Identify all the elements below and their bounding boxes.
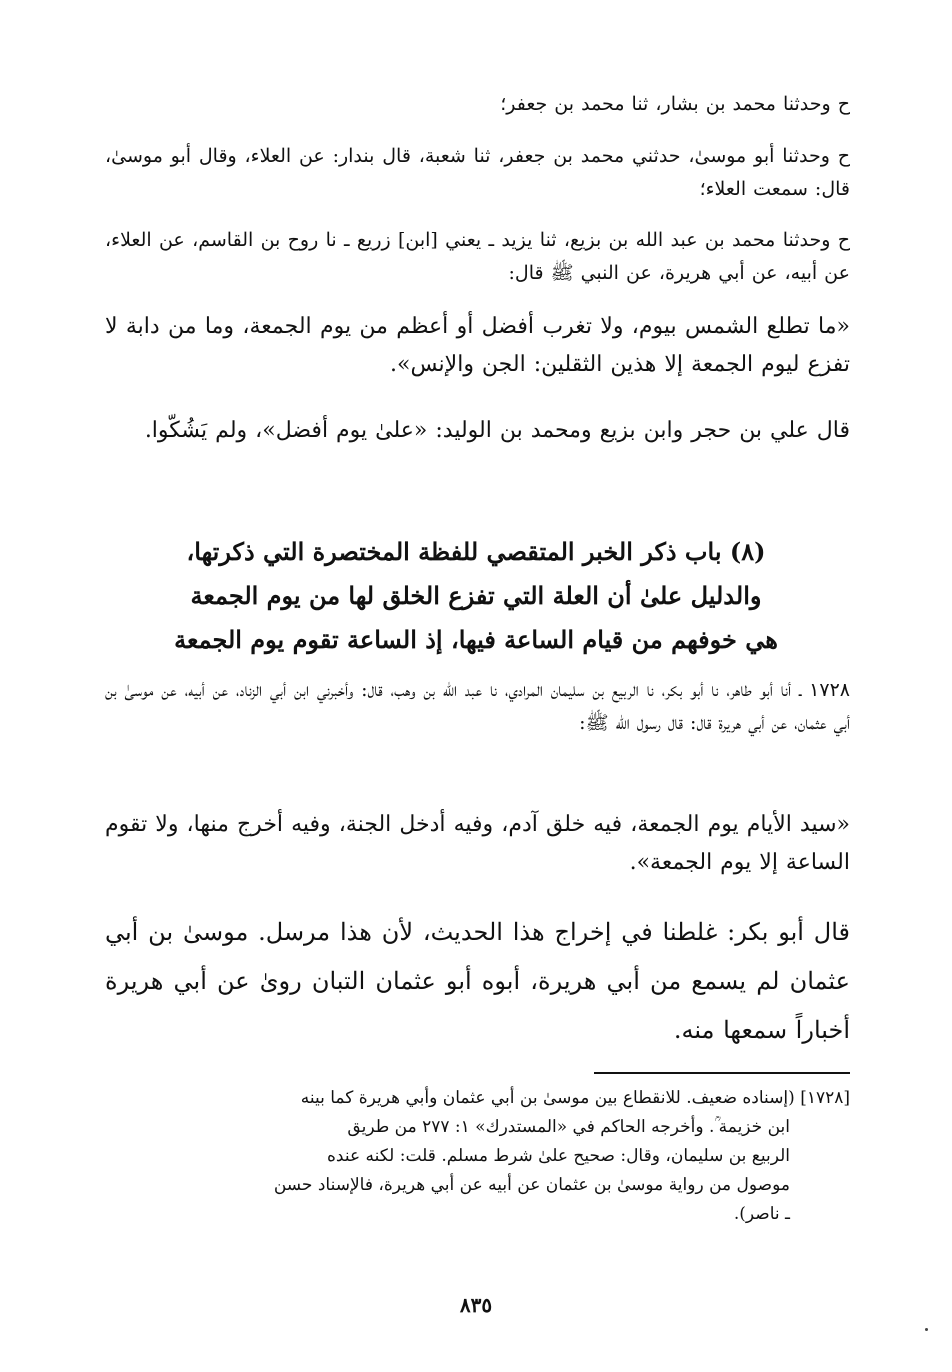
isnad-paragraph-2: ح وحدثنا أبو موسىٰ، حدثني محمد بن جعفر، ثنا شعبة، قال بندار: عن العلاء، وقال أبو موسىٰ، قال: سمعت العلاء؛ xyxy=(105,145,850,200)
chapter-heading-line-3: هي خوفهم من قيام الساعة فيها، إذ الساعة تقوم يوم الجمعة xyxy=(174,625,778,654)
footnote-separator xyxy=(594,1072,850,1074)
footnote-line-4: موصول من رواية موسىٰ بن عثمان عن أبيه عن أبي هريرة، فالإسناد حسن xyxy=(273,1175,790,1195)
hadith-text-paragraph: «ما تطلع الشمس بيوم، ولا تغرب أفضل أو أعظم من يوم الجمعة، وما من دابة لا تفزع ليوم الجمعة إلا هذين الثقلين: الجن والإنس». xyxy=(105,314,850,377)
isnad-paragraph-1: ح وحدثنا محمد بن بشار، ثنا محمد بن جعفر؛ xyxy=(500,93,850,115)
scan-speck xyxy=(925,1328,928,1331)
footnote-line-3: الربيع بن سليمان، وقال: صحيح علىٰ شرط مسلم. قلت: لكنه عنده xyxy=(327,1146,790,1166)
isnad-paragraph-3: ح وحدثنا محمد بن عبد الله بن بزيع، ثنا يزيد ـ يعني [ابن] زريع ـ نا روح بن القاسم، عن العلاء، عن أبيه، عن أبي هريرة، عن النبي ﷺ قال: xyxy=(105,229,850,284)
chapter-heading xyxy=(140,530,812,662)
chapter-heading-line-2: والدليل علىٰ أن العلة التي تفزع الخلق لها من يوم الجمعة xyxy=(190,581,762,610)
hadith-1728-isnad: ١٧٢٨ ـ أنا أبو طاهر، نا أبو بكر، نا الربيع بن سليمان المرادي، نا عبد الله بن وهب، قال: وأخبرني ابن أبي الزناد، عن أبيه، عن موسىٰ بن أبي عثمان، عن أبي هريرة قال: قال رسول الله ﷺ: xyxy=(105,679,850,734)
footnote-line-1: [١٧٢٨] (إسناده ضعيف. للانقطاع بين موسىٰ بن أبي عثمان وأبي هريرة كما بينه xyxy=(300,1088,850,1108)
page-number: ٨٣٥ xyxy=(459,1293,493,1317)
abu-bakr-comment: قال أبو بكر: غلطنا في إخراج هذا الحديث، لأن هذا مرسل. موسىٰ بن أبي عثمان لم يسمع من أبي هريرة، أبوه أبو عثمان التبان روىٰ عن أبي هريرة أخباراً سمعها منه. xyxy=(105,918,850,1044)
footnote-line-2: ابن خزيمة ؒ. وأخرجه الحاكم في «المستدرك» ١: ٢٧٧ من طريق xyxy=(347,1117,790,1137)
footnote xyxy=(108,1084,850,1229)
chapter-heading-line-1: (٨) باب ذكر الخبر المتقصي للفظة المختصرة التي ذكرتها، xyxy=(186,537,766,566)
hadith-1728-matn: «سيد الأيام يوم الجمعة، فيه خلق آدم، وفيه أدخل الجنة، وفيه أخرج منها، ولا تقوم الساعة إلا يوم الجمعة». xyxy=(105,812,850,875)
narrator-note-paragraph: قال علي بن حجر وابن بزيع ومحمد بن الوليد: «علىٰ يوم أفضل»، ولم يَشُكّوا. xyxy=(144,418,850,443)
footnote-line-5: ـ ناصر). xyxy=(733,1204,790,1224)
